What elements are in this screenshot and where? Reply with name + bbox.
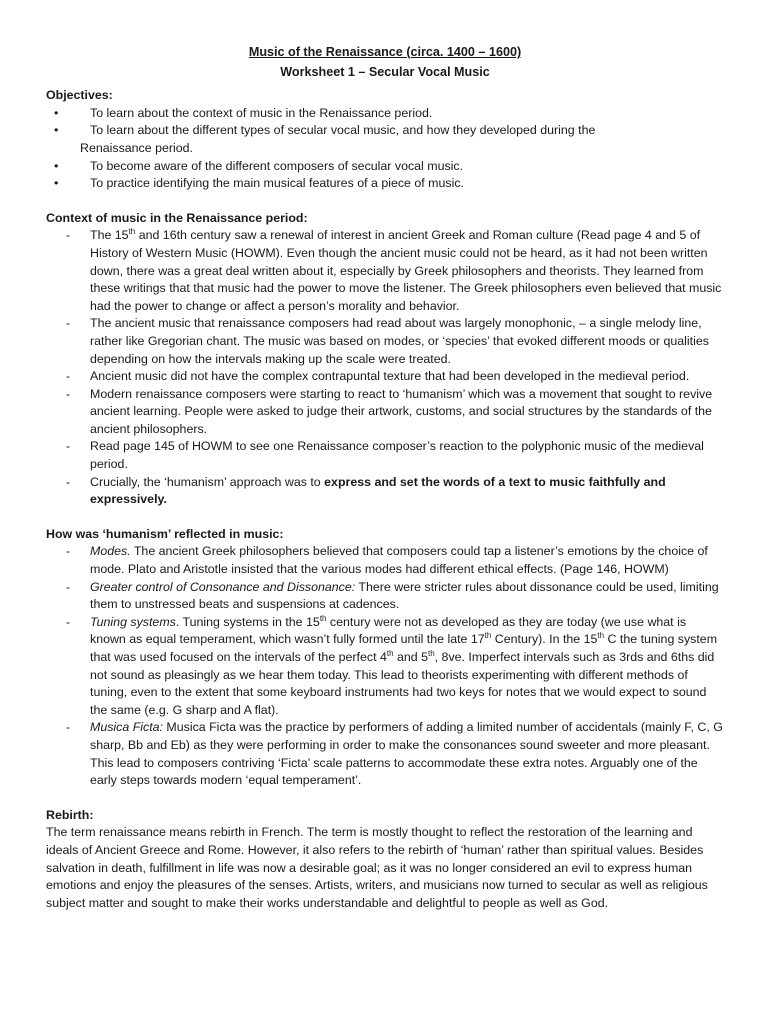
bullet-icon: • — [54, 123, 59, 138]
list-item: • To learn about the different types of secular vocal music, and how they developed during the Renaissance period. — [54, 123, 596, 155]
rebirth-heading: Rebirth: — [46, 807, 94, 822]
dash-marker: - — [66, 544, 71, 559]
humanism-list — [46, 543, 724, 789]
dash-marker: - — [66, 316, 71, 331]
list-item: - Modes. The ancient Greek philosophers believed that composers could tap a listener’s emotions by the choice of mode. Plato and Aristotle insisted that the various modes had different ethical effects. (Page 146, HOWM) — [66, 544, 708, 577]
dash-marker: - — [66, 369, 71, 384]
document-title: Music of the Renaissance (circa. 1400 – 1600) — [248, 45, 522, 59]
dash-marker: - — [66, 439, 71, 454]
objectives-list — [46, 105, 724, 193]
dash-marker: - — [66, 720, 71, 735]
list-item: - The 15th and 16th century saw a renewal of interest in ancient Greek and Roman culture (Read page 4 and 5 of History of Western Music (HOWM). Even though the ancient music could not be heard, as it had not been written down, there was a great deal written about it, especially by Greek philosophers and theorists. They learned from these writings that that music had the power to move the listener. The Greek philosophers even believed that music had the power to change or affect a person’s morality and behavior. — [66, 227, 722, 313]
rebirth-paragraph: The term renaissance means rebirth in French. The term is mostly thought to reflect the restoration of the learning and ideals of Ancient Greece and Rome. However, it also refers to the rebirth of ‘human’ rather than spiritual values. Besides salvation in death, fulfillment in life was now a desirable goal; as it was no longer considered an evil to express human emotions and enjoy the pleasures of the senses. Artists, writers, and musicians now turned to secular as well as religious subject matter and sought to make their works understandable and delightful to people as well as God. — [46, 825, 708, 910]
list-item: • To become aware of the different composers of secular vocal music. — [46, 158, 724, 176]
context-list — [46, 227, 724, 509]
bullet-icon: • — [54, 158, 59, 173]
context-heading: Context of music in the Renaissance period: — [46, 210, 308, 225]
list-item: • To learn about the context of music in the Renaissance period. — [46, 105, 724, 123]
dash-marker: - — [66, 579, 71, 594]
dash-marker: - — [66, 228, 71, 243]
list-item: - Modern renaissance composers were starting to react to ‘humanism’ which was a movement that sought to revive ancient learning. People were asked to judge their artwork, customs, and social structures by the standards of the ancient philosophers. — [66, 386, 713, 436]
dash-marker: - — [66, 474, 71, 489]
list-item: - Musica Ficta: Musica Ficta was the practice by performers of adding a limited number of accidentals (mainly F, C, G sharp, Bb and Eb) as they were performing in order to make the consonances sound sweeter and more pleasant. This lead to composers contriving ‘Ficta’ scale patterns to accommodate these extra notes. Arguably one of the early steps towards modern ‘equal temperament’. — [66, 720, 723, 788]
bullet-icon: • — [54, 105, 59, 120]
objectives-heading: Objectives: — [46, 88, 113, 103]
list-item: - The ancient music that renaissance composers had read about was largely monophonic, – a single melody line, rather like Gregorian chant. The music was based on modes, or ‘species’ that evoked different moods or qualities depending on how the intervals making up the scale were treated. — [66, 316, 709, 366]
list-item: - Tuning systems. Tuning systems in the 15th century were not as developed as they are today (we use what is known as equal temperament, which wasn’t fully formed until the late 17th Century). In the 15th C the tuning system that was used focused on the intervals of the perfect 4th and 5th, 8ve. Imperfect intervals such as 3rds and 6ths did not sound as pleasingly as we hear them today. This lead to theorists experimenting with different methods of tuning, even to the extent that some keyboard instruments had two keys for notes that we would expect to sound the same (e.g. G sharp and A flat). — [66, 613, 718, 717]
dash-marker: - — [66, 614, 71, 629]
list-item: - Greater control of Consonance and Dissonance: There were stricter rules about dissonance could be used, limiting them to unstressed beats and suspensions at cadences. — [66, 579, 719, 612]
list-item: - Crucially, the ‘humanism’ approach was to express and set the words of a text to music faithfully and expressively. — [66, 474, 666, 507]
document-subtitle: Worksheet 1 – Secular Vocal Music — [280, 64, 490, 79]
dash-marker: - — [66, 386, 71, 401]
list-item: • To practice identifying the main musical features of a piece of music. — [46, 175, 724, 193]
list-item: - Ancient music did not have the complex contrapuntal texture that had been developed in the medieval period. — [46, 368, 724, 386]
list-item: - Read page 145 of HOWM to see one Renaissance composer’s reaction to the polyphonic music of the medieval period. — [66, 439, 704, 472]
humanism-heading: How was ‘humanism’ reflected in music: — [46, 526, 284, 541]
document-page — [46, 44, 724, 912]
bullet-icon: • — [54, 176, 59, 191]
